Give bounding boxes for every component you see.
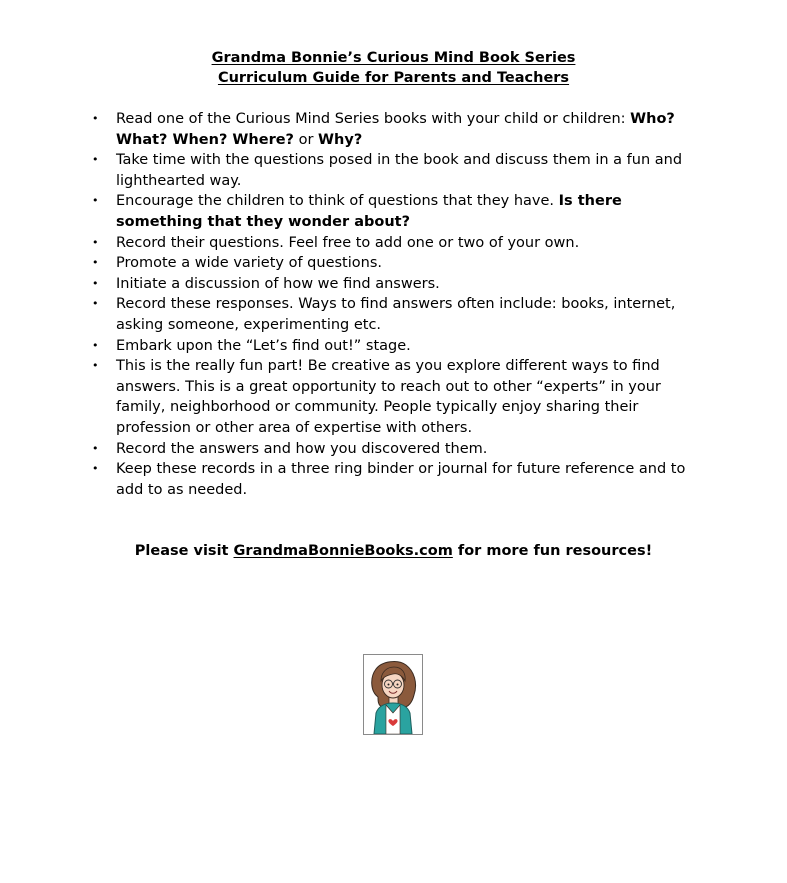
bullet-icon: • <box>92 194 99 208</box>
grandma-portrait <box>363 654 423 735</box>
guide-subtitle: Curriculum Guide for Parents and Teachers <box>217 70 570 86</box>
website-link[interactable]: GrandmaBonnieBooks.com <box>233 543 453 559</box>
bullet-icon: • <box>92 153 99 167</box>
item-text: or <box>293 131 319 148</box>
footer-callout <box>0 541 787 561</box>
list-item <box>92 459 692 500</box>
item-text: Promote a wide variety of questions. <box>116 255 382 272</box>
footer-text: for more fun resources! <box>452 543 653 559</box>
list-item <box>92 439 692 460</box>
list-item <box>92 253 692 274</box>
document-header <box>0 48 787 88</box>
item-text: Take time with the questions posed in the book and discuss them in a fun and lighthearted way. <box>116 152 683 189</box>
item-text: Embark upon the “Let’s find out!” stage. <box>116 337 411 354</box>
item-text: Encourage the children to think of questions that they have. <box>116 193 559 210</box>
list-item <box>92 233 692 254</box>
item-bold-text: Who? What? When? Where? <box>116 111 675 148</box>
bullet-icon: • <box>92 297 99 311</box>
list-item <box>92 336 692 357</box>
list-item <box>92 294 692 335</box>
grandma-cartoon-icon <box>364 655 422 734</box>
bullet-icon: • <box>92 235 99 249</box>
footer-text: Please visit <box>134 543 234 559</box>
bullet-icon: • <box>92 338 99 352</box>
list-item <box>92 109 692 150</box>
item-text: Read one of the Curious Mind Series books with your child or children: <box>116 111 631 127</box>
bullet-icon: • <box>92 256 99 270</box>
bullet-icon: • <box>92 462 99 476</box>
item-text: Record the answers and how you discovered them. <box>116 440 488 457</box>
item-text: Initiate a discussion of how we find answers. <box>116 275 440 292</box>
item-text: Record their questions. Feel free to add one or two of your own. <box>116 234 580 251</box>
bullet-icon: • <box>92 276 99 290</box>
list-item <box>92 150 692 191</box>
list-item <box>92 356 692 438</box>
item-bold-text: Is there something that they wonder about? <box>116 193 622 230</box>
series-title: Grandma Bonnie’s Curious Mind Book Series <box>211 50 576 66</box>
left-eye <box>388 684 390 686</box>
list-item <box>92 274 692 295</box>
item-bold-text: Why? <box>318 131 363 148</box>
list-item <box>92 191 692 232</box>
bullet-icon: • <box>92 441 99 455</box>
instructions-list <box>92 109 692 500</box>
item-text: This is the really fun part! Be creative as you explore different ways to find answers. This is a great opportunity to reach out to other “experts” in your family, neighborhood or community. People typically enjoy sharing their profession or other area of expertise with others. <box>116 358 661 436</box>
right-eye <box>397 684 399 686</box>
bullet-icon: • <box>92 112 99 125</box>
item-text: Record these responses. Ways to find answers often include: books, internet, asking someone, experimenting etc. <box>116 296 676 333</box>
bullet-icon: • <box>92 359 99 373</box>
item-text: Keep these records in a three ring binder or journal for future reference and to add to as needed. <box>116 461 686 498</box>
